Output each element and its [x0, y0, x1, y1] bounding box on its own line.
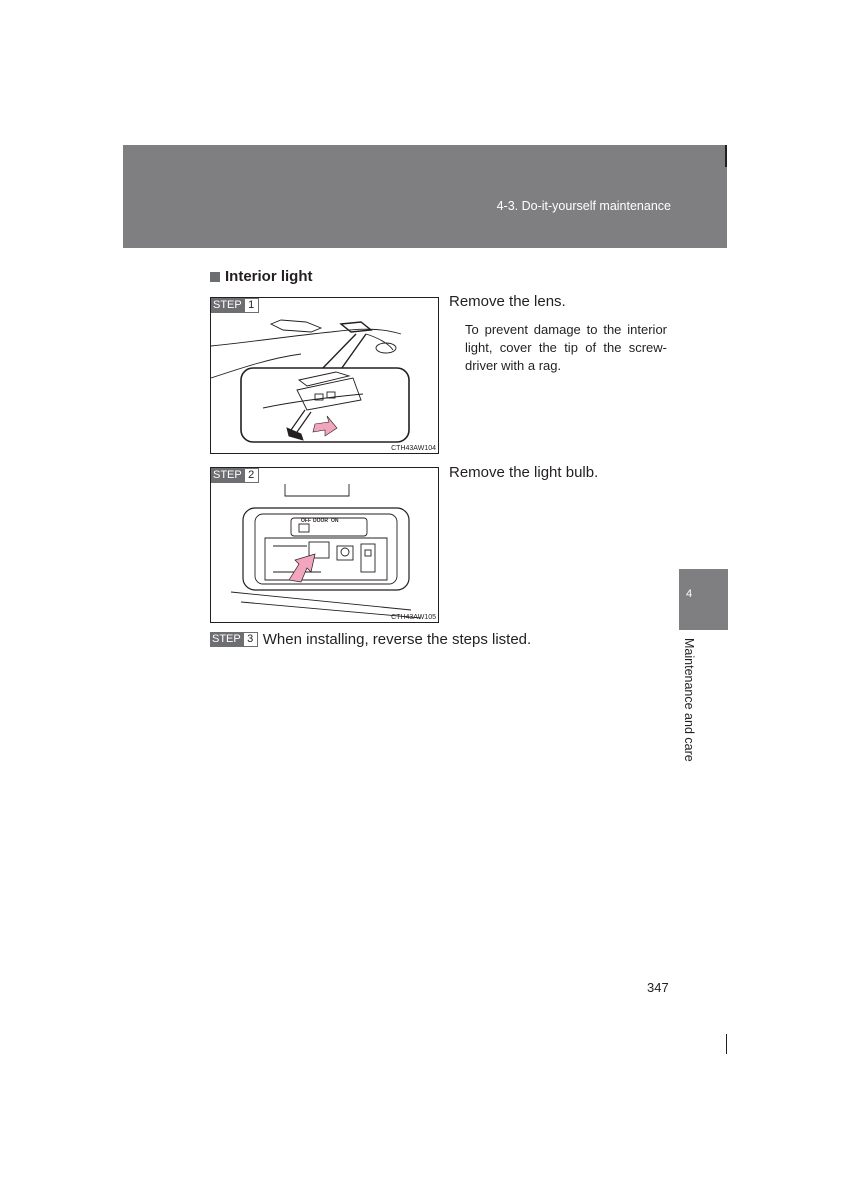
lens-removal-illustration: [211, 298, 438, 453]
header-tick: [725, 145, 727, 167]
step1-figure: [210, 297, 439, 454]
figure-code: CTH43AW104: [391, 445, 436, 452]
square-bullet-icon: [210, 272, 220, 282]
step1-instruction: Remove the lens.: [449, 293, 566, 310]
step3-badge: [210, 632, 258, 647]
header-band: [123, 145, 727, 248]
step2-figure: [210, 467, 439, 623]
step-badge-word: STEP: [213, 469, 242, 481]
step-badge-number: 2: [244, 468, 259, 483]
chapter-label: Maintenance and care: [682, 638, 696, 762]
switch-label-door: DOOR: [313, 518, 328, 524]
step3-row: [210, 631, 531, 648]
step-badge-number: 3: [243, 632, 258, 647]
step1-note: To prevent damage to the interior light, cover the tip of the screw-driver with a rag.: [465, 322, 667, 373]
step1-badge: [211, 298, 259, 313]
step2-instruction: Remove the light bulb.: [449, 464, 599, 481]
bulb-removal-illustration: [211, 468, 438, 622]
page-tick: [726, 1034, 727, 1054]
switch-labels: [301, 518, 339, 524]
section-title: 4-3. Do-it-yourself maintenance: [496, 199, 671, 213]
chapter-number: 4: [686, 588, 693, 600]
step-badge-number: 1: [244, 298, 259, 313]
section-heading: [210, 268, 313, 285]
switch-label-on: ON: [331, 518, 339, 524]
figure-code: CTH43AW105: [391, 614, 436, 621]
switch-label-off: OFF: [301, 518, 311, 524]
page-number: 347: [647, 980, 669, 995]
section-heading-text: Interior light: [225, 268, 313, 285]
step2-badge: [211, 468, 259, 483]
step3-instruction: When installing, reverse the steps listed.: [262, 631, 532, 648]
step-badge-word: STEP: [212, 633, 241, 645]
step-badge-word: STEP: [213, 299, 242, 311]
